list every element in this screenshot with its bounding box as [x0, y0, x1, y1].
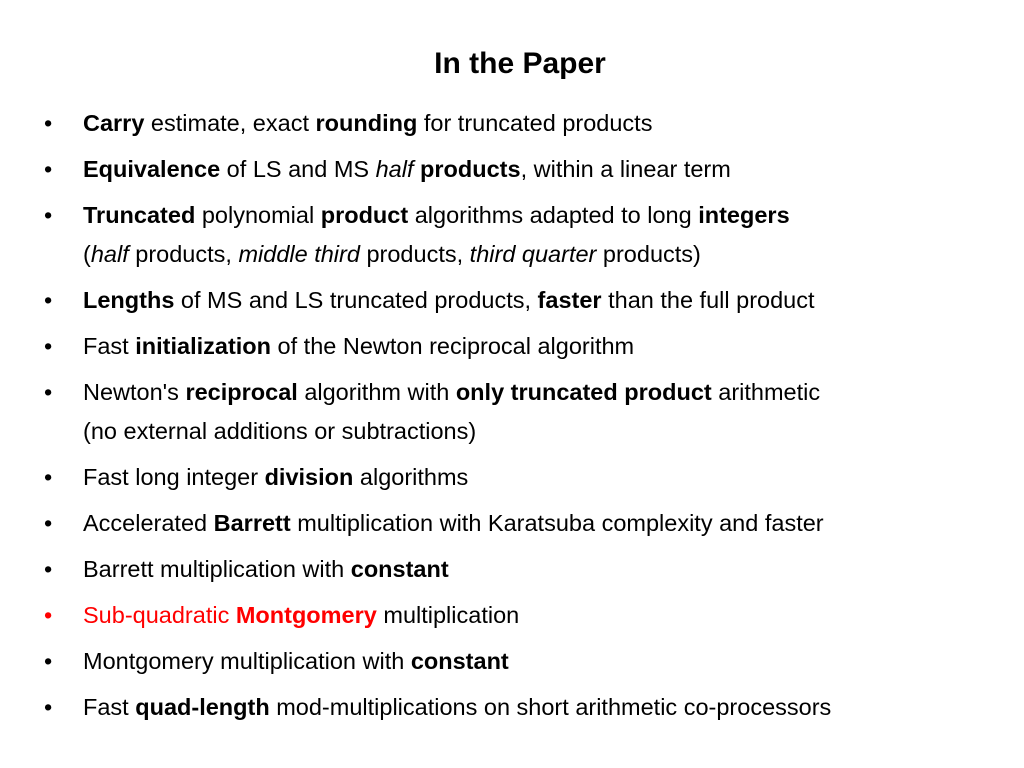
bullet-line: [83, 504, 1004, 543]
bullet-text-segment: Truncated: [83, 202, 196, 228]
bullet-item: [44, 150, 1004, 189]
bullet-text-segment: initialization: [135, 333, 272, 359]
bullet-text-segment: products: [420, 156, 521, 182]
bullet-text-segment: Newton's: [83, 379, 186, 405]
bullet-line: [83, 642, 1004, 681]
bullet-item: [44, 688, 1004, 727]
bullet-line: [83, 373, 1004, 412]
bullet-text-segment: Barrett multiplication with: [83, 556, 351, 582]
bullet-text-segment: algorithm with: [297, 379, 456, 405]
bullet-text-segment: multiplication: [376, 602, 520, 628]
bullet-text-segment: Fast: [83, 333, 136, 359]
bullet-text-segment: third quarter: [469, 241, 597, 267]
bullet-text-segment: products): [596, 241, 701, 267]
bullet-text-segment: estimate, exact: [144, 110, 316, 136]
bullet-line: [83, 412, 1004, 451]
bullet-dot: •: [44, 379, 53, 405]
bullet-dot: •: [44, 556, 53, 582]
bullet-text-segment: rounding: [315, 110, 418, 136]
bullet-item: [44, 196, 1004, 274]
bullet-text-segment: middle third: [238, 241, 360, 267]
bullet-text-segment: for truncated products: [417, 110, 653, 136]
bullet-line: [83, 596, 1004, 635]
bullet-text-segment: integers: [698, 202, 790, 228]
bullet-text-segment: of MS and LS truncated products,: [174, 287, 538, 313]
bullet-item: [44, 504, 1004, 543]
bullet-item: [44, 281, 1004, 320]
bullet-dot: •: [44, 648, 53, 674]
bullet-text-segment: Fast long integer: [83, 464, 265, 490]
bullet-text-segment: Lengths: [83, 287, 175, 313]
bullet-text-segment: Fast: [83, 694, 136, 720]
bullet-item: [44, 642, 1004, 681]
bullet-item: [44, 104, 1004, 143]
bullet-text-segment: Sub-quadratic: [83, 602, 236, 628]
bullet-text-segment: faster: [537, 287, 602, 313]
bullet-dot: •: [44, 602, 53, 628]
bullet-dot: •: [44, 110, 53, 136]
bullet-text-segment: multiplication with Karatsuba complexity and faster: [290, 510, 824, 536]
bullet-dot: •: [44, 464, 53, 490]
bullet-dot: •: [44, 694, 53, 720]
bullet-text-segment: of the Newton reciprocal algorithm: [271, 333, 635, 359]
bullet-text-segment: , within a linear term: [520, 156, 731, 182]
bullet-line: [83, 327, 1004, 366]
bullet-text-segment: half: [90, 241, 129, 267]
bullet-dot: •: [44, 510, 53, 536]
bullet-line: [83, 104, 1004, 143]
bullet-line: [83, 281, 1004, 320]
bullet-text-segment: Montgomery: [235, 602, 377, 628]
bullet-text-segment: products,: [359, 241, 470, 267]
bullet-text-segment: mod-multiplications on short arithmetic co-processors: [269, 694, 832, 720]
bullet-line: [83, 550, 1004, 589]
bullet-text-segment: only truncated product: [455, 379, 712, 405]
bullet-text-segment: quad-length: [135, 694, 270, 720]
bullet-text-segment: algorithms: [353, 464, 469, 490]
bullet-text-segment: than the full product: [601, 287, 815, 313]
bullet-line: [83, 235, 1004, 274]
bullet-text-segment: polynomial: [195, 202, 321, 228]
bullet-text-segment: of LS and MS: [220, 156, 376, 182]
bullet-text-segment: half: [375, 156, 414, 182]
bullet-text-segment: (no external additions or subtractions): [83, 418, 477, 444]
bullet-text-segment: Montgomery multiplication with: [83, 648, 411, 674]
bullet-text-segment: products,: [128, 241, 239, 267]
bullet-dot: •: [44, 333, 53, 359]
bullet-text-segment: arithmetic: [711, 379, 821, 405]
bullet-text-segment: algorithms adapted to long: [408, 202, 699, 228]
bullet-text-segment: reciprocal: [185, 379, 298, 405]
bullet-item: [44, 550, 1004, 589]
bullet-text-segment: product: [320, 202, 409, 228]
bullet-line: [83, 196, 1004, 235]
bullet-text-segment: Barrett: [213, 510, 291, 536]
bullet-text-segment: constant: [410, 648, 509, 674]
bullet-text-segment: Equivalence: [83, 156, 221, 182]
bullet-line: [83, 688, 1004, 727]
bullet-item: [44, 596, 1004, 635]
bullet-dot: •: [44, 156, 53, 182]
bullet-text-segment: division: [264, 464, 354, 490]
bullet-dot: •: [44, 287, 53, 313]
bullet-text-segment: (: [83, 241, 91, 267]
bullet-dot: •: [44, 202, 53, 228]
bullet-text-segment: constant: [350, 556, 449, 582]
bullet-line: [83, 458, 1004, 497]
bullet-list: [44, 104, 1004, 734]
bullet-text-segment: Carry: [83, 110, 145, 136]
bullet-item: [44, 373, 1004, 451]
bullet-item: [44, 458, 1004, 497]
bullet-line: [83, 150, 1004, 189]
slide-title: In the Paper: [434, 47, 606, 80]
bullet-item: [44, 327, 1004, 366]
bullet-text-segment: Accelerated: [83, 510, 214, 536]
